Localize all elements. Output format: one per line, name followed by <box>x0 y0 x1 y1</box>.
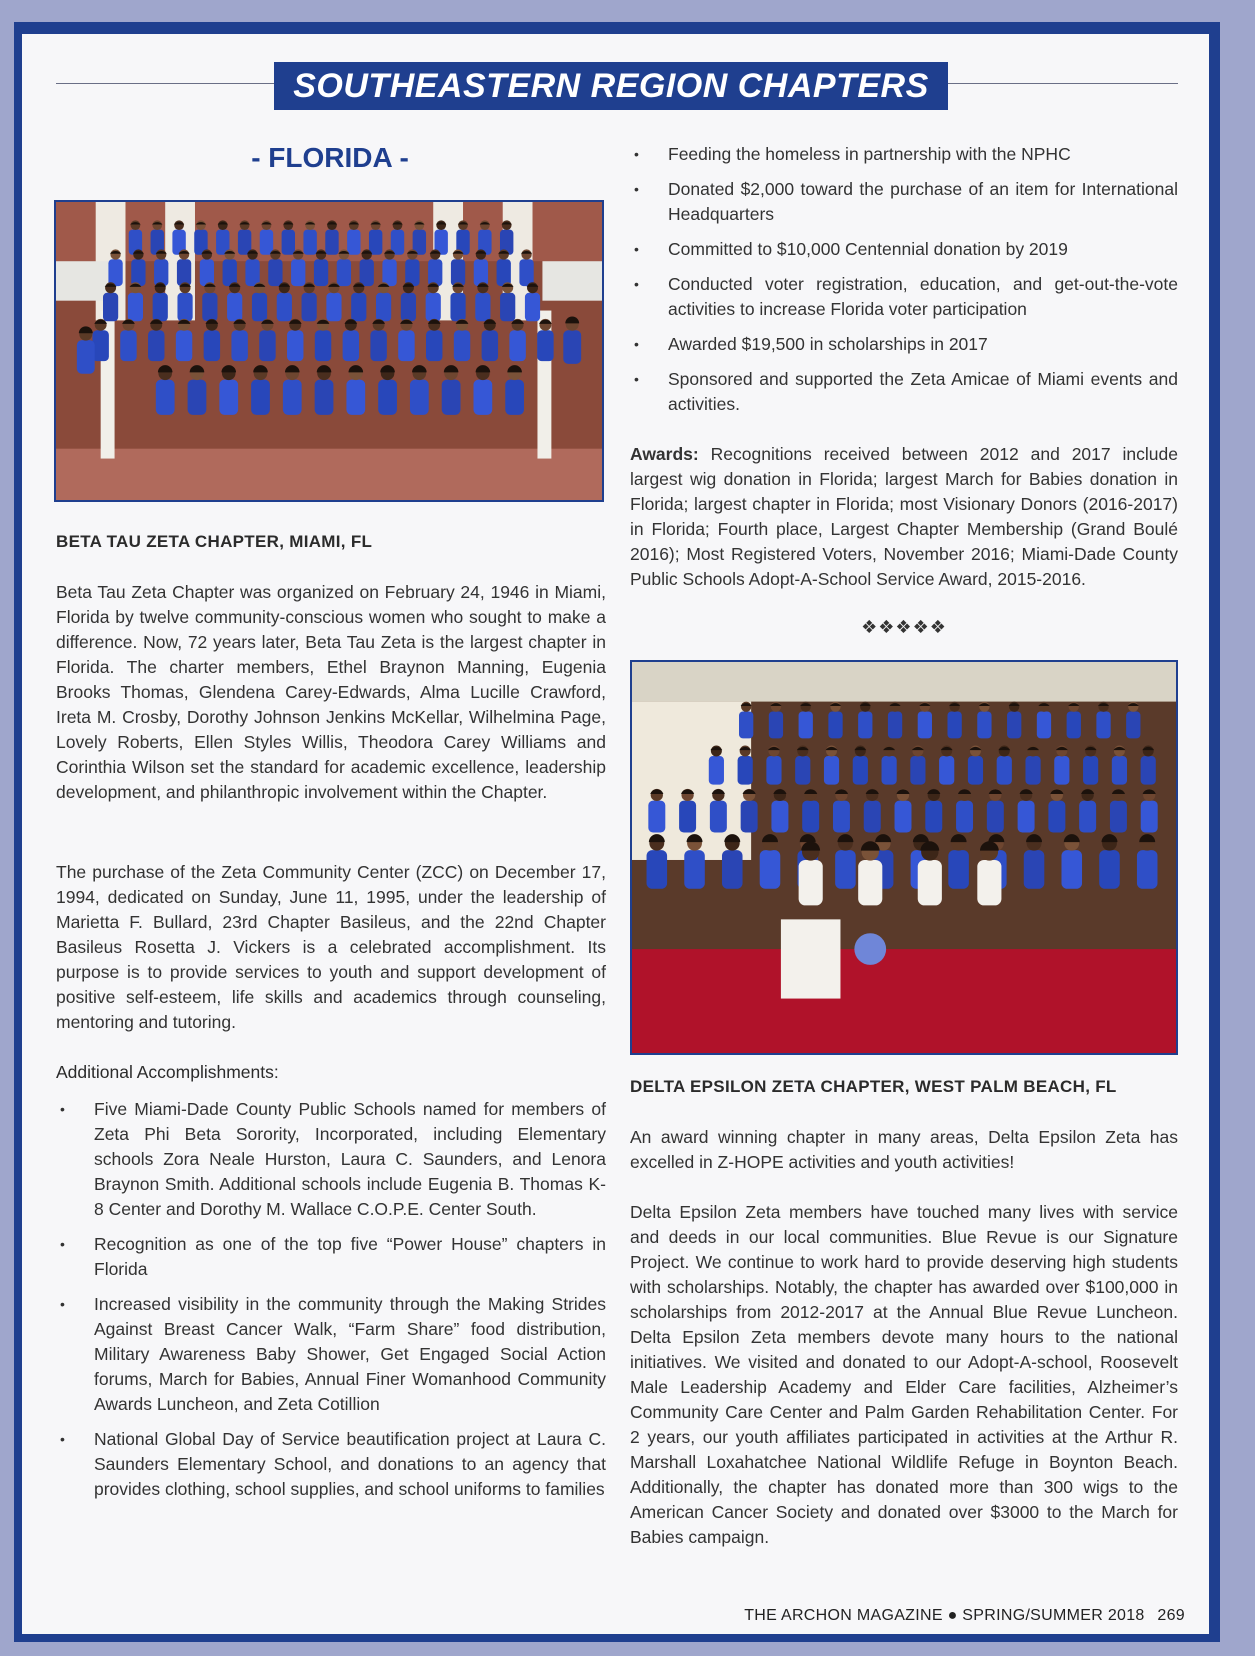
list-item: • Donated $2,000 toward the purchase of an item for International Headquarters <box>630 177 1178 227</box>
section-divider-ornament: ❖❖❖❖❖ <box>861 617 947 637</box>
beta-tau-zeta-heading: BETA TAU ZETA CHAPTER, MIAMI, FL <box>56 532 373 551</box>
list-item: • Committed to $10,000 Centennial donation by 2019 <box>630 237 1178 262</box>
delta-epsilon-zeta-group-photo <box>630 660 1178 1055</box>
accomplishments-list <box>56 1097 606 1502</box>
page-footer <box>744 1607 1185 1625</box>
page-number: 269 <box>1157 1607 1185 1624</box>
list-item: • Recognition as one of the top five “Power House” chapters in Florida <box>56 1232 606 1282</box>
list-item: • Five Miami-Dade County Public Schools named for members of Zeta Phi Beta Sorority, Incorporated, including Elementary schools Zora Neale Hurston, Laura C. Saunders, and Lenora Braynon Smith. Additional schools include Eugenia B. Thomas K-8 Center and Dorothy M. Wallace C.O.P.E. Center South. <box>56 1097 606 1222</box>
awards-paragraph <box>630 442 1178 592</box>
zeta-community-center-paragraph: The purchase of the Zeta Community Center (ZCC) on December 17, 1994, dedicated on Sunday, June 11, 1995, under the leadership of Marietta F. Bullard, 23rd Chapter Basileus, and the 22nd Chapter Basileus Rosetta J. Vickers is a celebrated accomplishment. Its purpose is to provide services to youth and support development of positive self-esteem, life skills and academics through counseling, mentoring and tutoring. <box>56 862 606 1032</box>
region-banner: SOUTHEASTERN REGION CHAPTERS <box>274 62 948 110</box>
issue-label: SPRING/SUMMER 2018 <box>962 1607 1145 1624</box>
header-rule-right <box>946 83 1178 84</box>
accomplishments-label: Additional Accomplishments: <box>56 1062 279 1082</box>
header-rule-left <box>56 83 276 84</box>
accomplishments-list-continued <box>630 142 1178 417</box>
state-heading: - FLORIDA - <box>251 142 409 173</box>
delta-epsilon-zeta-service: Delta Epsilon Zeta members have touched many lives with service and deeds in our local communities. Blue Revue is our Signature Project. We continue to work hard to provide deserving high students with scholarships. Notably, the chapter has awarded over $100,000 in scholarships from 2012-2017 at the Annual Blue Revue Luncheon. Delta Epsilon Zeta members devote many hours to the national initiatives. We visited and donated to our Adopt-A-school, Roosevelt Male Leadership Academy and Elder Care facilities, Alzheimer’s Community Care Center and Palm Garden Rehabilitation Center. For 2 years, our youth affiliates participated in activities at the Arthur R. Marshall Loxahatchee National Wildlife Refuge in Boynton Beach. Additionally, the chapter has donated more than 300 wigs to the American Cancer Society and donated over $3000 to the March for Babies campaign. <box>630 1202 1178 1547</box>
list-item: • Sponsored and supported the Zeta Amicae of Miami events and activities. <box>630 367 1178 417</box>
delta-epsilon-zeta-heading: DELTA EPSILON ZETA CHAPTER, WEST PALM BEACH, FL <box>630 1077 1117 1096</box>
bullet-dot-icon: ● <box>947 1607 958 1624</box>
list-item: • National Global Day of Service beautification project at Laura C. Saunders Elementary School, and donations to an agency that provides clothing, school supplies, and school uniforms to families <box>56 1427 606 1502</box>
awards-text: Recognitions received between 2012 and 2017 include largest wig donation in Florida; largest March for Babies donation in Florida; largest chapter in Florida; most Visionary Donors (2016-2017) in Florida; Fourth place, Largest Chapter Membership (Grand Boulé 2016); Most Registered Voters, November 2016; Miami-Dade County Public Schools Adopt-A-School Service Award, 2015-2016. <box>630 444 1178 589</box>
list-item: • Conducted voter registration, education, and get-out-the-vote activities to increase Florida voter participation <box>630 272 1178 322</box>
delta-epsilon-zeta-intro: An award winning chapter in many areas, Delta Epsilon Zeta has excelled in Z-HOPE activities and youth activities! <box>630 1127 1178 1172</box>
magazine-name: THE ARCHON MAGAZINE <box>744 1607 943 1624</box>
list-item: • Awarded $19,500 in scholarships in 2017 <box>630 332 1178 357</box>
beta-tau-zeta-history: Beta Tau Zeta Chapter was organized on February 24, 1946 in Miami, Florida by twelve community-conscious women who sought to make a difference. Now, 72 years later, Beta Tau Zeta is the largest chapter in Florida. The charter members, Ethel Braynon Manning, Eugenia Brooks Thomas, Glendena Carey-Edwards, Alma Lucille Crawford, Ireta M. Crosby, Dorothy Johnson Jenkins McKellar, Wilhelmina Page, Lovely Roberts, Ellen Styles Willis, Theodora Carey Williams and Corinthia Wilson set the standard for academic excellence, leadership development, and philanthropic involvement within the Chapter. <box>56 582 606 802</box>
list-item: • Increased visibility in the community through the Making Strides Against Breast Cancer Walk, “Farm Share” food distribution, Military Awareness Baby Shower, Get Engaged Social Action forums, March for Babies, Annual Finer Womanhood Community Awards Luncheon, and Zeta Cotillion <box>56 1292 606 1417</box>
awards-label: Awards: <box>630 444 699 464</box>
beta-tau-zeta-group-photo <box>54 200 604 502</box>
list-item: • Feeding the homeless in partnership with the NPHC <box>630 142 1178 167</box>
